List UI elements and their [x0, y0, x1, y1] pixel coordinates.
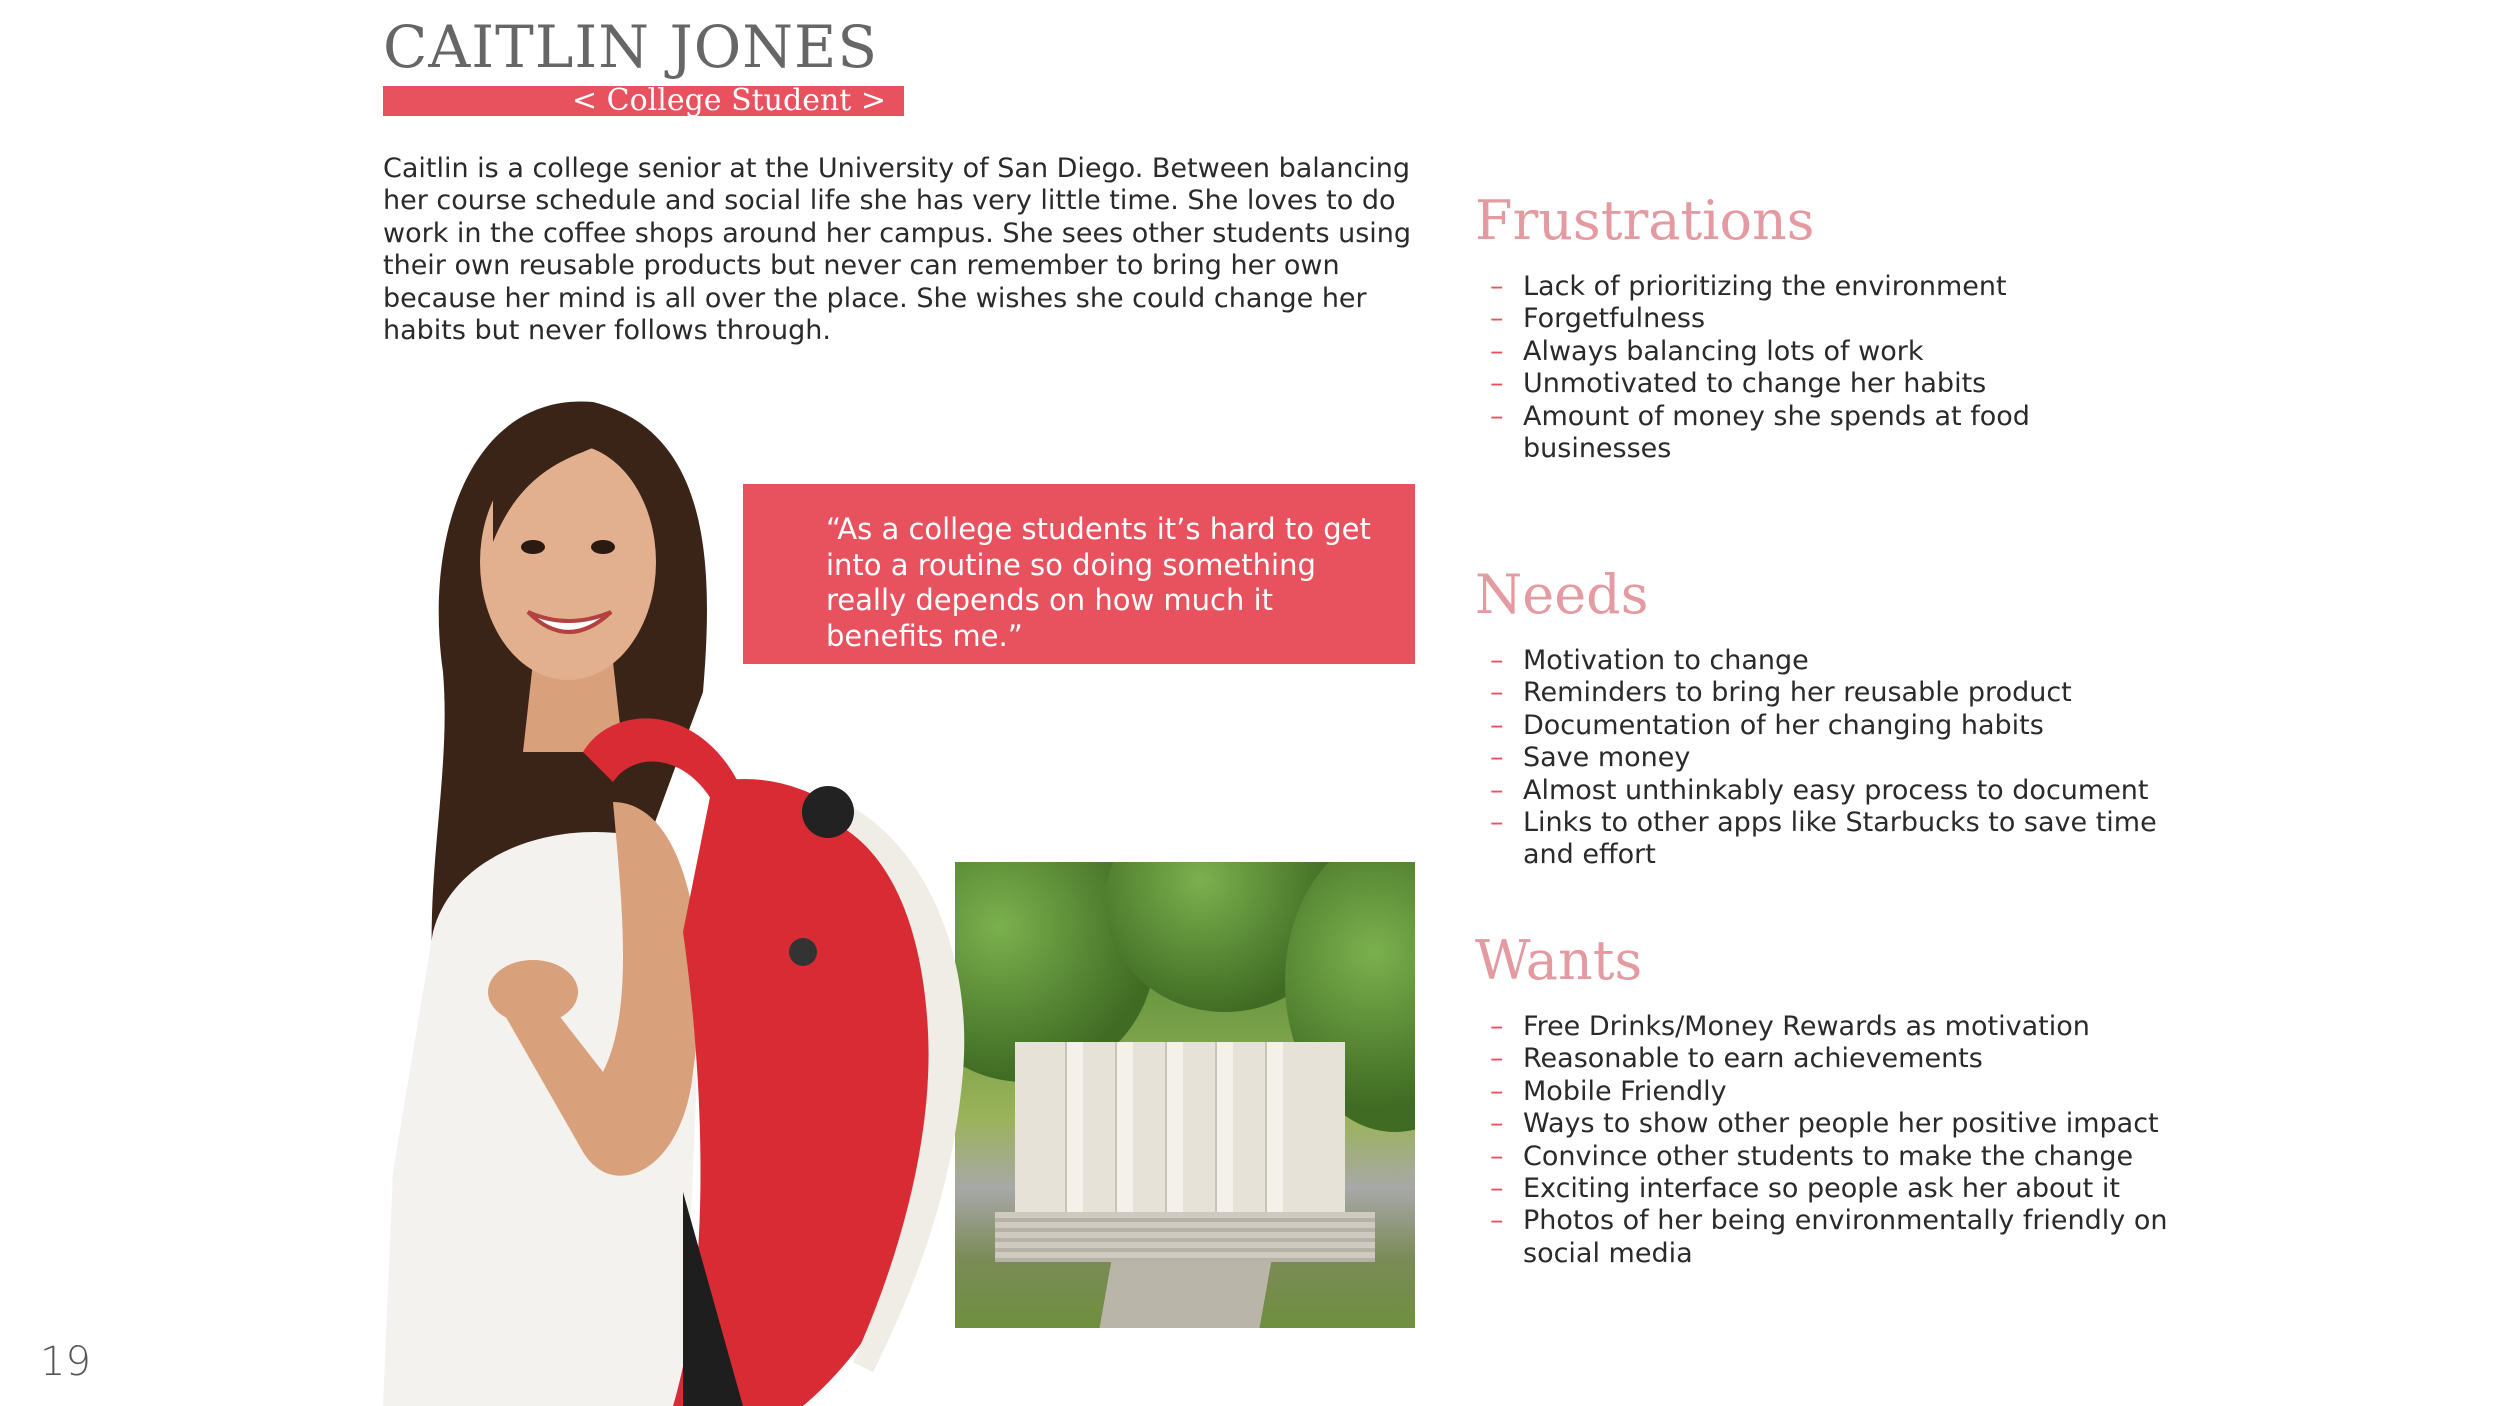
list-item: – Reminders to bring her reusable product: [1490, 677, 2072, 709]
dash-icon: –: [1490, 303, 1504, 335]
persona-bio: Caitlin is a college senior at the University of San Diego. Between balancing her course schedule and social life she has very little time. She loves to do work in the coffee shops around her campus. She sees other students using their own reusable products but never can remember to bring her own because her mind is all over the place. She wishes she could change her habits but never follows through.: [383, 153, 1412, 347]
list-item: – Mobile Friendly: [1490, 1075, 1727, 1107]
role-label: < College Student >: [571, 83, 886, 118]
frustrations-title: Frustrations: [1475, 189, 1815, 252]
campus-photo: [955, 862, 1415, 1328]
list-item: – Save money: [1490, 742, 1691, 774]
list-item: – Convince other students to make the change: [1490, 1140, 2134, 1172]
role-banner: [383, 83, 904, 118]
page-number: 19: [40, 1339, 91, 1385]
list-item: – Ways to show other people her positive impact: [1490, 1108, 2159, 1140]
dash-icon: –: [1490, 335, 1504, 367]
dash-icon: –: [1490, 677, 1504, 709]
dash-icon: –: [1490, 1140, 1504, 1172]
list-item: – Links to other apps like Starbucks to save time and effort: [1490, 807, 2157, 871]
dash-icon: –: [1490, 1043, 1504, 1075]
wants-title: Wants: [1475, 929, 1643, 992]
dash-icon: –: [1490, 774, 1504, 806]
dash-icon: –: [1490, 1075, 1504, 1107]
list-item: – Free Drinks/Money Rewards as motivation: [1490, 1011, 2090, 1042]
list-item: – Motivation to change: [1490, 645, 1809, 676]
list-item: – Reasonable to earn achievements: [1490, 1043, 1983, 1075]
list-item: – Lack of prioritizing the environment: [1490, 271, 2007, 302]
list-item: – Documentation of her changing habits: [1490, 709, 2044, 741]
list-item: – Forgetfulness: [1490, 303, 1706, 335]
list-item: – Unmotivated to change her habits: [1490, 368, 1987, 400]
dash-icon: –: [1490, 742, 1504, 774]
list-item: – Photos of her being environmentally friendly on social media: [1490, 1205, 2168, 1269]
persona-name: CAITLIN JONES: [383, 13, 879, 81]
list-item: – Exciting interface so people ask her about it: [1490, 1173, 2120, 1205]
dash-icon: –: [1490, 368, 1504, 400]
dash-icon: –: [1490, 645, 1504, 676]
dash-icon: –: [1490, 807, 1504, 839]
list-item: – Amount of money she spends at food businesses: [1490, 400, 2030, 465]
dash-icon: –: [1490, 709, 1504, 741]
dash-icon: –: [1490, 1108, 1504, 1140]
dash-icon: –: [1490, 1173, 1504, 1205]
needs-title: Needs: [1475, 563, 1649, 626]
dash-icon: –: [1490, 1205, 1504, 1237]
list-item: – Always balancing lots of work: [1490, 335, 1924, 367]
wants-list: [1490, 1011, 2210, 1270]
dash-icon: –: [1490, 271, 1504, 302]
dash-icon: –: [1490, 400, 1504, 432]
frustrations-list: [1490, 271, 2210, 465]
dash-icon: –: [1490, 1011, 1504, 1042]
persona-quote: “As a college students it’s hard to get into a routine so doing something really depends on how much it benefits me.”: [826, 512, 1371, 653]
needs-list: [1490, 645, 2210, 872]
quote-callout: [743, 484, 1415, 664]
list-item: – Almost unthinkably easy process to document: [1490, 774, 2149, 806]
